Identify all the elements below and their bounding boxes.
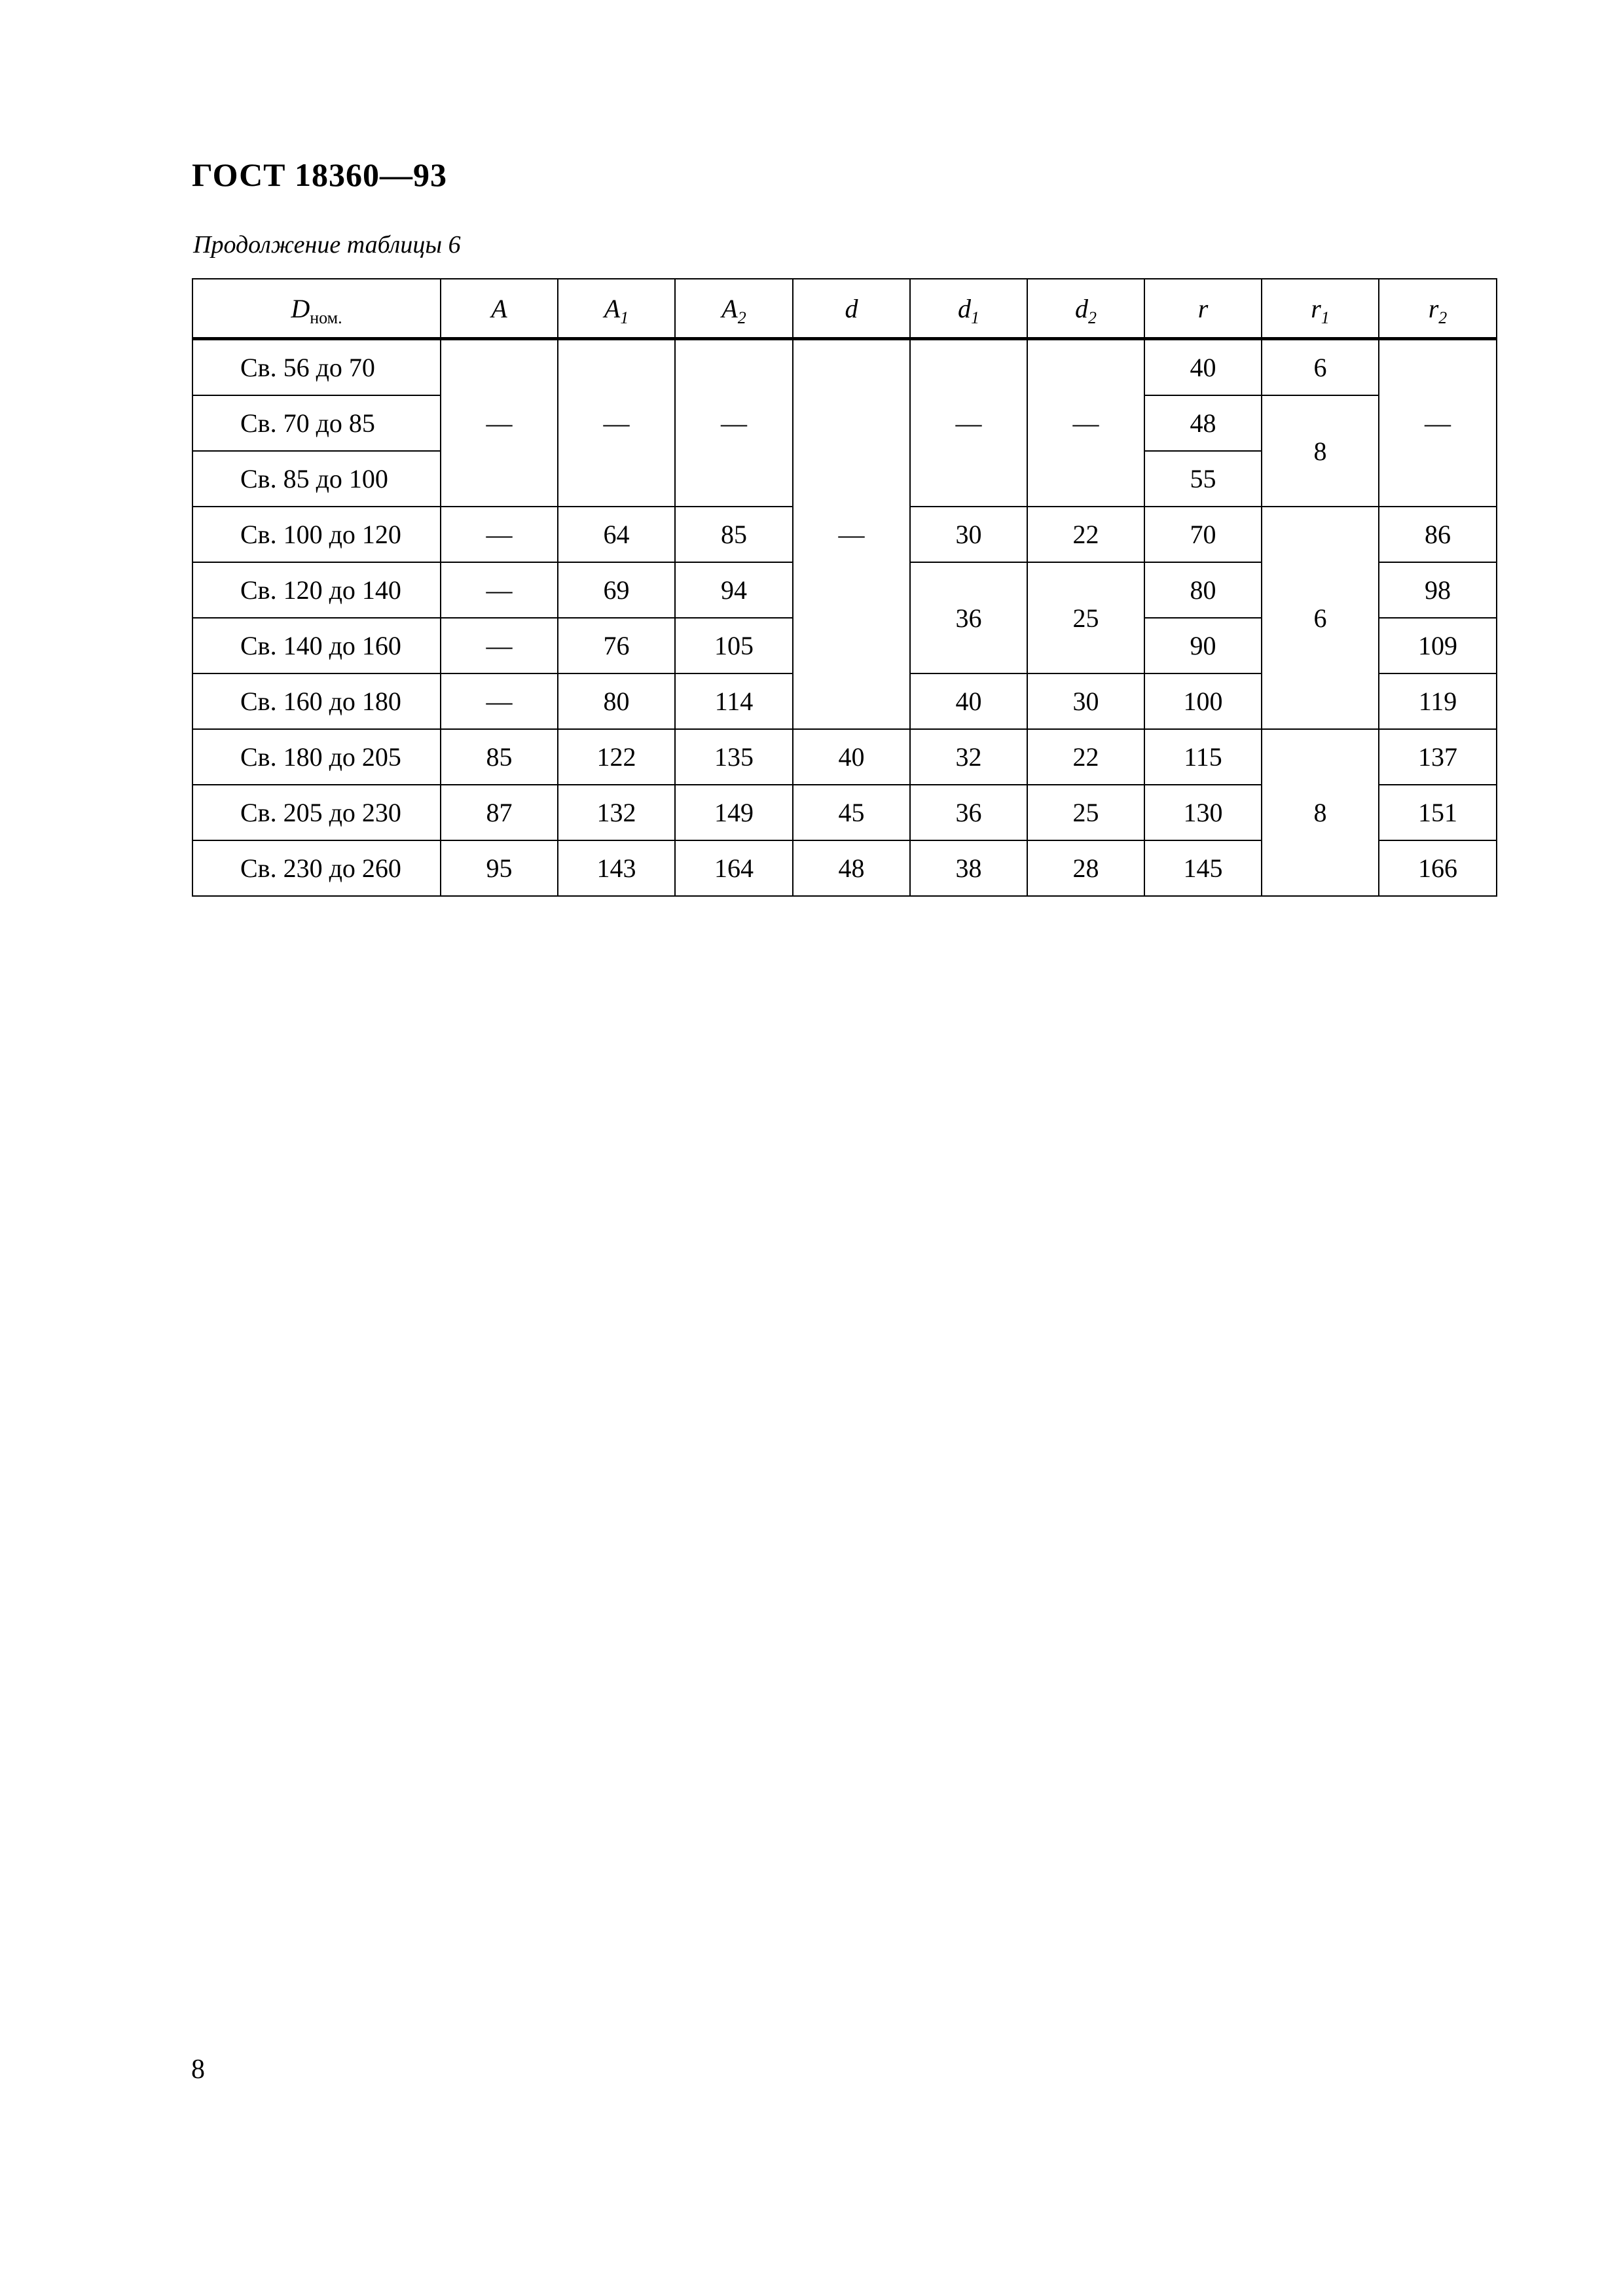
- cell-r2: 137: [1379, 729, 1497, 785]
- dimensions-table: [192, 278, 1497, 897]
- cell-r2: 119: [1379, 673, 1497, 729]
- cell-a2: 94: [675, 562, 793, 618]
- cell-a2: 149: [675, 785, 793, 840]
- col-header-d: d: [793, 279, 910, 339]
- cell-a: 95: [441, 840, 558, 896]
- cell-r2: 151: [1379, 785, 1497, 840]
- cell-r2: 86: [1379, 507, 1497, 562]
- cell-r: 115: [1144, 729, 1262, 785]
- cell-a2: 85: [675, 507, 793, 562]
- cell-a2: —: [675, 339, 793, 507]
- cell-r: 90: [1144, 618, 1262, 673]
- row-label: Св. 120 до 140: [192, 562, 441, 618]
- row-label: Св. 160 до 180: [192, 673, 441, 729]
- cell-r1: 8: [1262, 729, 1379, 896]
- col-header-r: r: [1144, 279, 1262, 339]
- cell-r: 100: [1144, 673, 1262, 729]
- cell-r: 40: [1144, 339, 1262, 396]
- cell-d1: 36: [910, 785, 1027, 840]
- row-label: Св. 230 до 260: [192, 840, 441, 896]
- cell-d: 40: [793, 729, 910, 785]
- cell-a1: 76: [558, 618, 675, 673]
- page-number: 8: [191, 2054, 205, 2085]
- cell-d1: 36: [910, 562, 1027, 673]
- table-caption: Продолжение таблицы 6: [193, 231, 461, 259]
- cell-a1: 64: [558, 507, 675, 562]
- cell-r: 80: [1144, 562, 1262, 618]
- cell-a2: 105: [675, 618, 793, 673]
- cell-a1: 143: [558, 840, 675, 896]
- row-label: Св. 70 до 85: [192, 395, 441, 451]
- cell-d2: —: [1027, 339, 1144, 507]
- cell-d1: 30: [910, 507, 1027, 562]
- cell-r: 48: [1144, 395, 1262, 451]
- cell-r2: 166: [1379, 840, 1497, 896]
- cell-a: —: [441, 339, 558, 507]
- cell-r: 145: [1144, 840, 1262, 896]
- cell-d1: 32: [910, 729, 1027, 785]
- cell-a: —: [441, 673, 558, 729]
- cell-d1: 40: [910, 673, 1027, 729]
- cell-r1: 6: [1262, 339, 1379, 396]
- document-title: ГОСТ 18360—93: [192, 156, 448, 193]
- cell-a1: —: [558, 339, 675, 507]
- cell-r: 130: [1144, 785, 1262, 840]
- row-label: Св. 180 до 205: [192, 729, 441, 785]
- cell-a2: 164: [675, 840, 793, 896]
- cell-a: —: [441, 507, 558, 562]
- cell-d: —: [793, 339, 910, 730]
- cell-d2: 25: [1027, 785, 1144, 840]
- cell-d: 45: [793, 785, 910, 840]
- cell-a2: 135: [675, 729, 793, 785]
- row-label: Св. 56 до 70: [192, 339, 441, 396]
- cell-d2: 22: [1027, 729, 1144, 785]
- col-header-d1: $d_1$: [910, 279, 1027, 339]
- cell-a: 85: [441, 729, 558, 785]
- col-header-r1: $r_1$: [1262, 279, 1379, 339]
- table-row: [192, 729, 1497, 785]
- row-label: Св. 140 до 160: [192, 618, 441, 673]
- cell-a2: 114: [675, 673, 793, 729]
- cell-a: —: [441, 618, 558, 673]
- col-header-r2: $r_2$: [1379, 279, 1497, 339]
- cell-d2: 25: [1027, 562, 1144, 673]
- cell-r2: 109: [1379, 618, 1497, 673]
- row-label: Св. 100 до 120: [192, 507, 441, 562]
- cell-d2: 28: [1027, 840, 1144, 896]
- table-row: [192, 339, 1497, 396]
- col-header-d2: $d_2$: [1027, 279, 1144, 339]
- cell-r1: 6: [1262, 507, 1379, 729]
- col-header-a2: $A_2$: [675, 279, 793, 339]
- row-label: Св. 85 до 100: [192, 451, 441, 507]
- cell-a1: 80: [558, 673, 675, 729]
- cell-a: 87: [441, 785, 558, 840]
- cell-a1: 122: [558, 729, 675, 785]
- cell-r: 70: [1144, 507, 1262, 562]
- cell-d: 48: [793, 840, 910, 896]
- table-header-row: [192, 279, 1497, 339]
- col-header-a1: $A_1$: [558, 279, 675, 339]
- cell-a: —: [441, 562, 558, 618]
- cell-d2: 22: [1027, 507, 1144, 562]
- cell-r1: 8: [1262, 395, 1379, 507]
- cell-d1: —: [910, 339, 1027, 507]
- cell-r2: —: [1379, 339, 1497, 507]
- cell-d2: 30: [1027, 673, 1144, 729]
- cell-d1: 38: [910, 840, 1027, 896]
- col-header-d-nom: $D_{ном.}$: [192, 279, 441, 339]
- row-label: Св. 205 до 230: [192, 785, 441, 840]
- cell-r: 55: [1144, 451, 1262, 507]
- cell-a1: 69: [558, 562, 675, 618]
- cell-r2: 98: [1379, 562, 1497, 618]
- col-header-a: A: [441, 279, 558, 339]
- cell-a1: 132: [558, 785, 675, 840]
